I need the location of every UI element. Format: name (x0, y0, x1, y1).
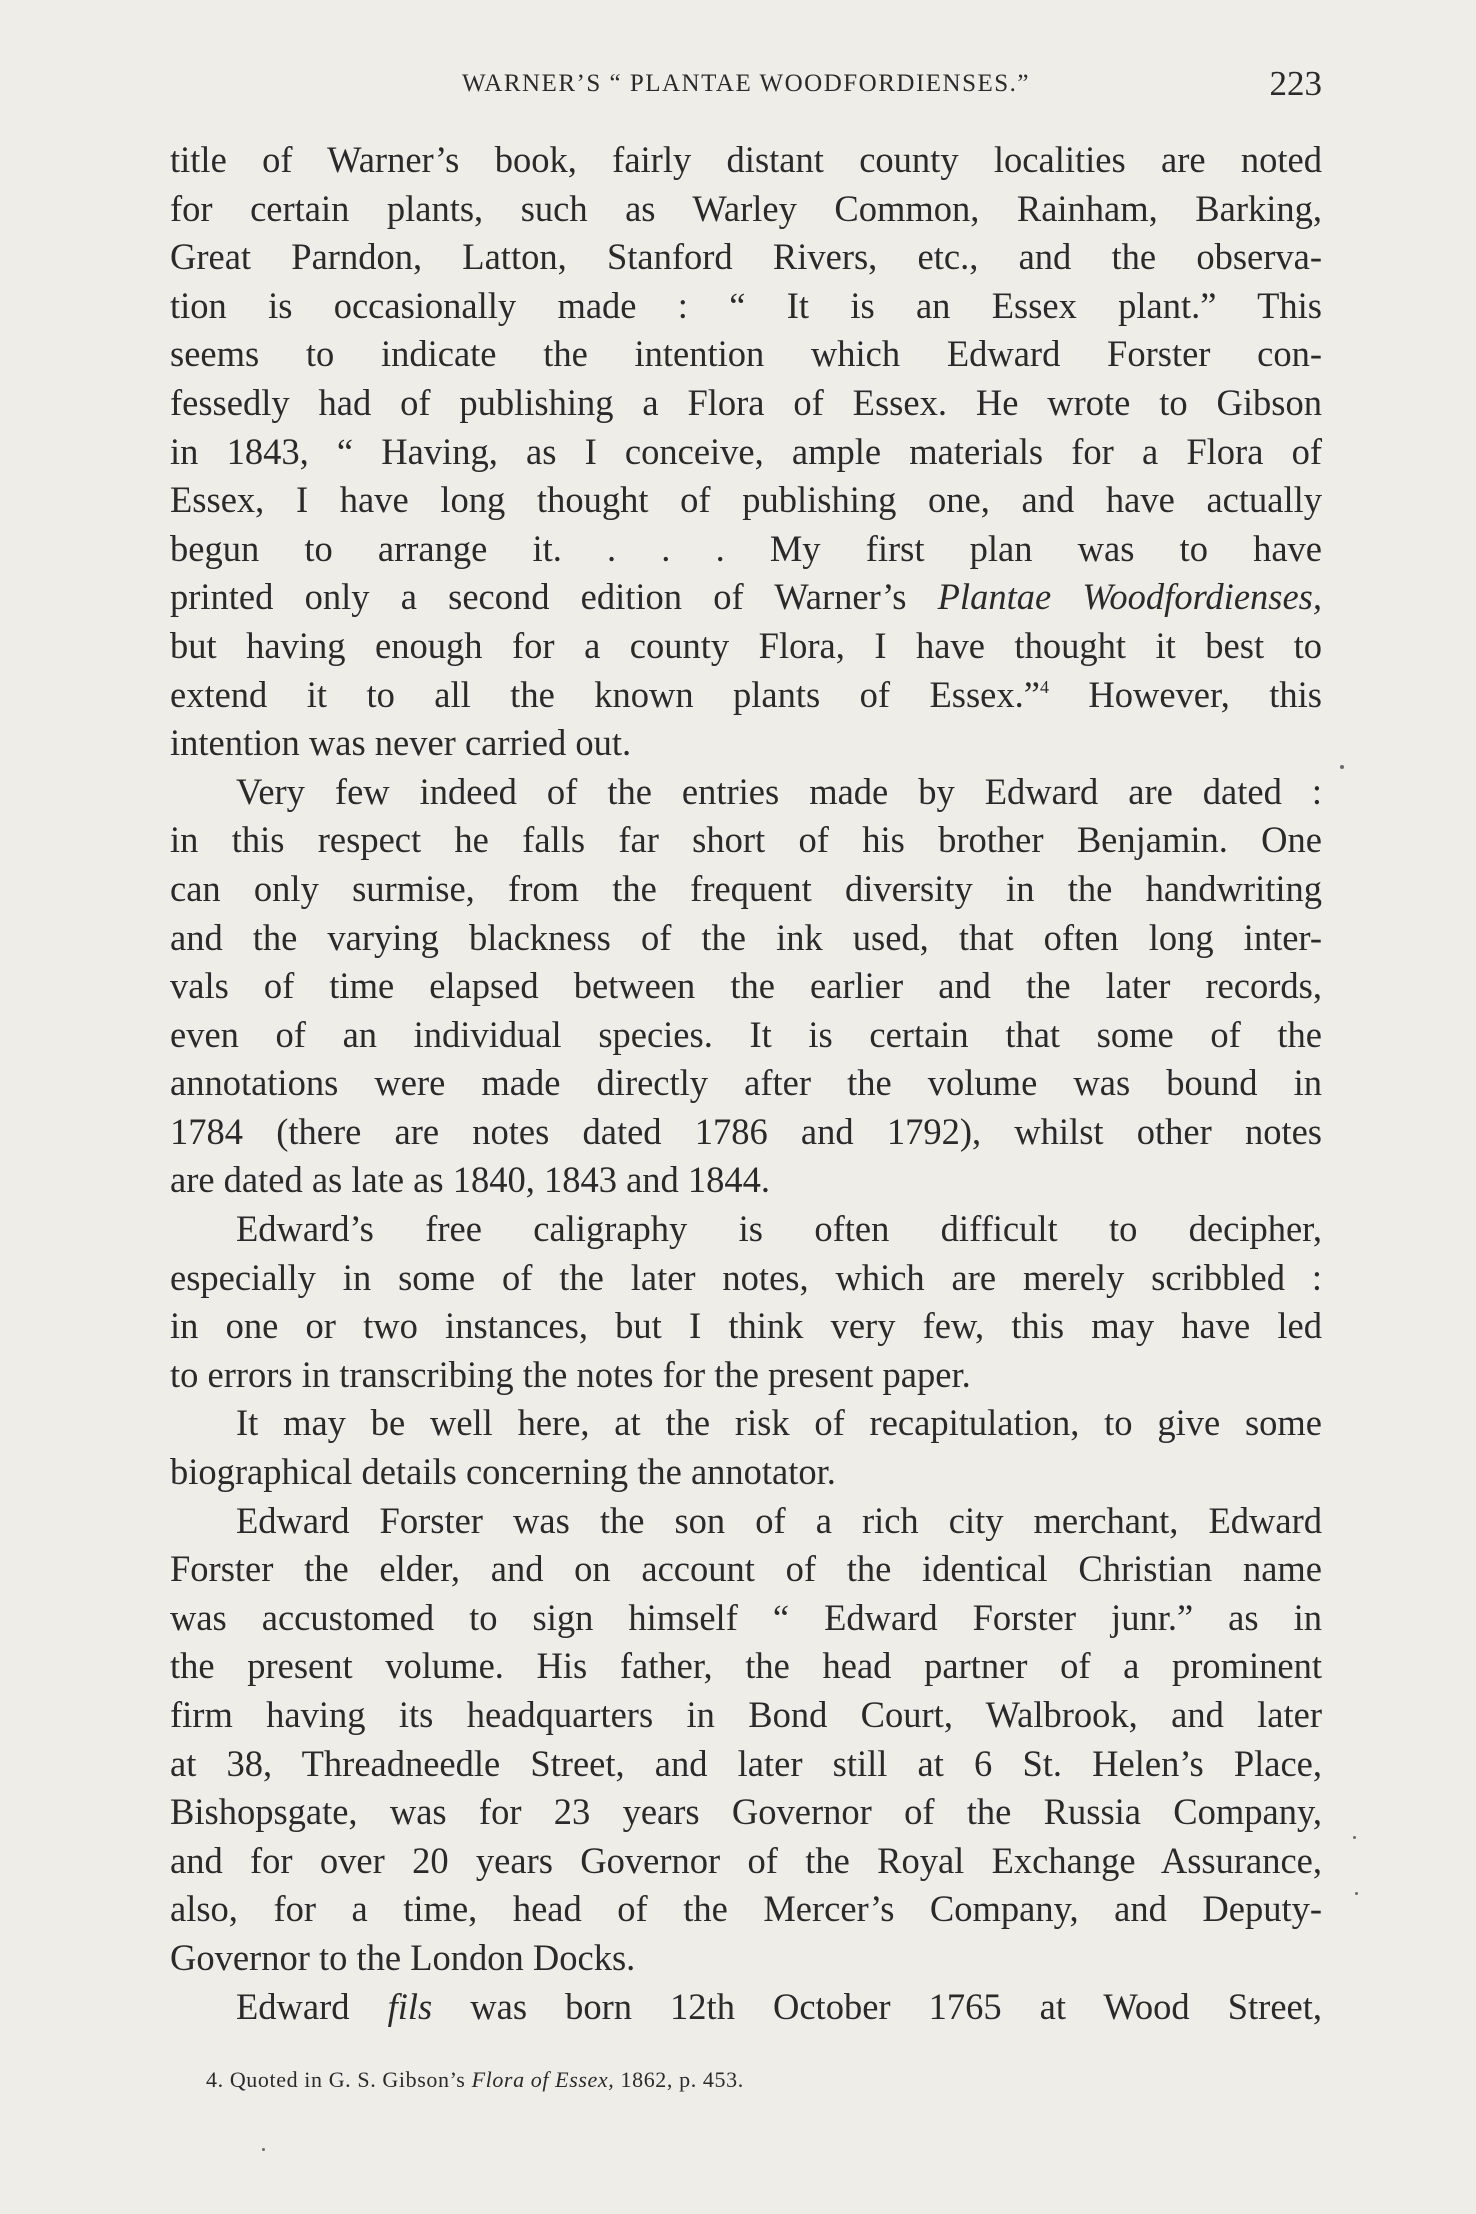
text-line (170, 1983, 1322, 2032)
text-run: Edward (236, 1985, 388, 2027)
text-line: and the varying blackness of the ink used, that often long inter- (170, 916, 1322, 958)
text-line: Very few indeed of the entries made by Edward are dated : (236, 770, 1322, 812)
text-line: at 38, Threadneedle Street, and later still at 6 St. Helen’s Place, (170, 1742, 1322, 1784)
paper-speck (1340, 765, 1344, 769)
text-line: Edward Forster was the son of a rich city merchant, Edward (236, 1499, 1322, 1541)
paper-speck (262, 2148, 265, 2151)
text-line: in one or two instances, but I think very few, this may have led (170, 1305, 1322, 1347)
text-line: Governor to the London Docks. (170, 1936, 636, 1978)
text-line: the present volume. His father, the head partner of a prominent (170, 1645, 1322, 1687)
paper-speck (1355, 1892, 1358, 1895)
text-line: It may be well here, at the risk of recapitulation, to give some (236, 1402, 1322, 1444)
text-line: also, for a time, head of the Mercer’s Company, and Deputy- (170, 1888, 1322, 1930)
text-line: biographical details concerning the annotator. (170, 1451, 836, 1493)
footnote-cited-title: Flora of Essex, (471, 2067, 615, 2092)
text-line: Edward’s free caligraphy is often difficult to decipher, (236, 1208, 1322, 1250)
page-header (170, 62, 1322, 112)
italic-word: fils (387, 1985, 433, 2027)
footnote-number: 4. (206, 2067, 224, 2092)
text-line: fessedly had of publishing a Flora of Essex. He wrote to Gibson (170, 381, 1322, 423)
text-line: title of Warner’s book, fairly distant county localities are noted (170, 139, 1322, 180)
text-line: Essex, I have long thought of publishing one, and have actually (170, 479, 1322, 521)
text-line: tion is occasionally made : “ It is an Essex plant.” This (170, 284, 1322, 326)
text-line: vals of time elapsed between the earlier and the later records, (170, 965, 1322, 1007)
text-line: Great Parndon, Latton, Stanford Rivers, etc., and the observa- (170, 236, 1322, 278)
text-line: to errors in transcribing the notes for the present paper. (170, 1353, 971, 1395)
text-line: Bishopsgate, was for 23 years Governor of the Russia Company, (170, 1791, 1322, 1833)
footnote (206, 2067, 744, 2093)
text-line: can only surmise, from the frequent diversity in the handwriting (170, 867, 1322, 909)
text-run: printed only a second edition of Warner’s (170, 576, 938, 618)
footnote-text: 1862, p. 453. (614, 2067, 744, 2092)
text-line: in 1843, “ Having, as I conceive, ample materials for a Flora of (170, 430, 1322, 472)
text-run: However, this (1048, 673, 1322, 715)
text-line: even of an individual species. It is certain that some of the (170, 1013, 1322, 1055)
page-number: 223 (1269, 64, 1322, 103)
text-line: 1784 (there are notes dated 1786 and 1792), whilst other notes (170, 1110, 1322, 1152)
text-line: but having enough for a county Flora, I have thought it best to (170, 624, 1322, 666)
text-line: intention was never carried out. (170, 722, 632, 764)
running-head: WARNER’S “ PLANTAE WOODFORDIENSES.” (461, 70, 1031, 97)
text-line (170, 671, 1322, 720)
text-line: especially in some of the later notes, which are merely scribbled : (170, 1256, 1322, 1298)
text-line: for certain plants, such as Warley Common, Rainham, Barking, (170, 187, 1322, 229)
text-run: was born 12th October 1765 at Wood Street, (432, 1985, 1322, 2027)
text-line (170, 573, 1322, 622)
footnote-reference[interactable]: 4 (1039, 676, 1049, 697)
body-text (170, 136, 1322, 2031)
text-line: annotations were made directly after the volume was bound in (170, 1062, 1322, 1104)
text-run: extend it to all the known plants of Essex.” (170, 673, 1040, 715)
paper-speck (1353, 1836, 1356, 1839)
footnote-text: Quoted in G. S. Gibson’s (229, 2067, 472, 2092)
text-line: begun to arrange it. . . . My first plan was to have (170, 527, 1322, 569)
text-line: Forster the elder, and on account of the identical Christian name (170, 1548, 1322, 1590)
text-line: in this respect he falls far short of his brother Benjamin. One (170, 819, 1322, 861)
text-line: are dated as late as 1840, 1843 and 1844. (170, 1159, 771, 1201)
book-title-italic: Plantae Woodfordienses, (937, 576, 1323, 618)
text-line: seems to indicate the intention which Edward Forster con- (170, 333, 1322, 375)
text-line: firm having its headquarters in Bond Court, Walbrook, and later (170, 1694, 1322, 1735)
text-line: was accustomed to sign himself “ Edward Forster junr.” as in (170, 1596, 1322, 1638)
text-line: and for over 20 years Governor of the Royal Exchange Assurance, (170, 1839, 1322, 1881)
